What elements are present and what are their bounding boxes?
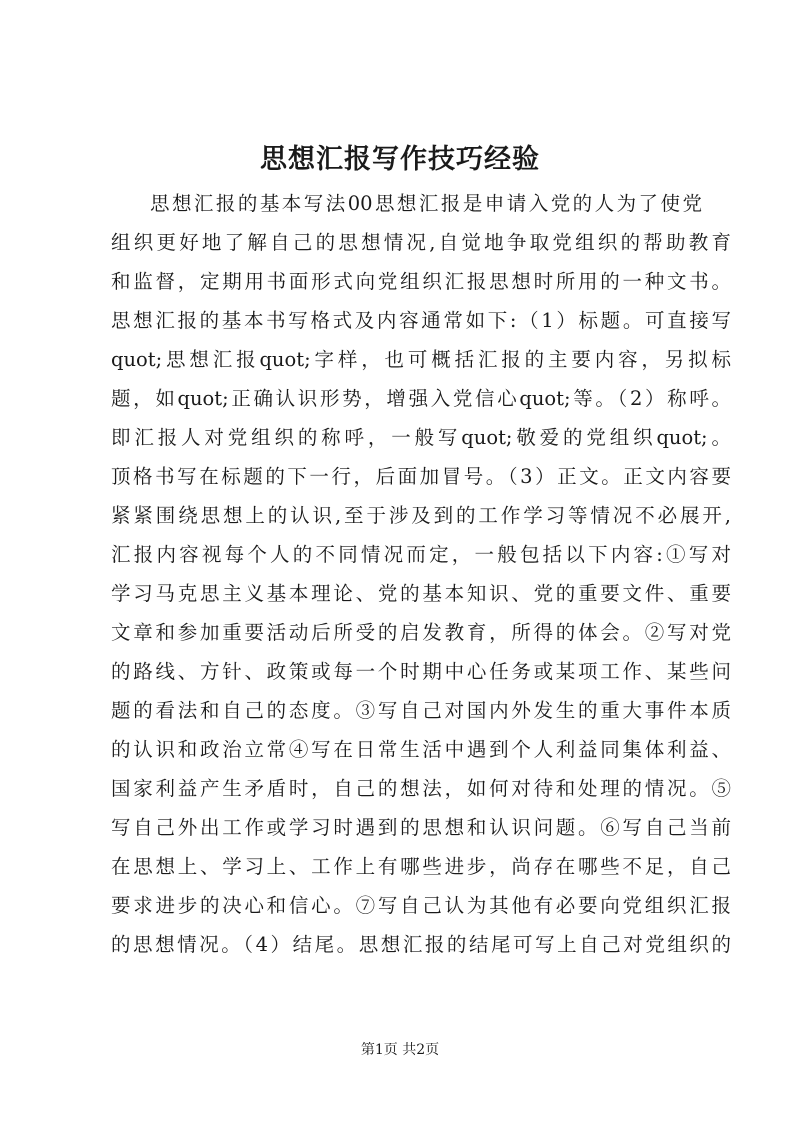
body-line: 学习马克思主义基本理论、党的基本知识、党的重要文件、重要	[111, 582, 731, 605]
body-line: 组织更好地了解自己的思想情况,自觉地争取党组织的帮助教育	[111, 231, 731, 254]
body-line: 的思想情况。（4）结尾。思想汇报的结尾可写上自己对党组织的	[111, 933, 731, 956]
page-footer: 第1页 共2页	[360, 1042, 440, 1058]
body-line: 紧紧围绕思想上的认识,至于涉及到的工作学习等情况不必展开,	[111, 504, 731, 527]
body-line: 汇报内容视每个人的不同情况而定，一般包括以下内容:①写对	[111, 543, 731, 566]
body-line: 题的看法和自己的态度。③写自己对国内外发生的重大事件本质	[111, 699, 731, 722]
body-line: 在思想上、学习上、工作上有哪些进步，尚存在哪些不足，自己	[111, 855, 731, 878]
document-title: 思想汇报写作技巧经验	[260, 144, 540, 175]
body-line: quot;思想汇报quot;字样，也可概括汇报的主要内容，另拟标	[111, 348, 731, 371]
body-line: 文章和参加重要活动后所受的启发教育，所得的体会。②写对党	[111, 621, 731, 644]
body-line: 的认识和政治立常④写在日常生活中遇到个人利益同集体利益、	[111, 738, 731, 761]
body-line: 即汇报人对党组织的称呼，一般写quot;敬爱的党组织quot;。	[111, 426, 731, 449]
body-line: 顶格书写在标题的下一行，后面加冒号。（3）正文。正文内容要	[111, 465, 731, 488]
body-line: 要求进步的决心和信心。⑦写自己认为其他有必要向党组织汇报	[111, 894, 731, 917]
body-line: 写自己外出工作或学习时遇到的思想和认识问题。⑥写自己当前	[111, 816, 731, 839]
body-line: 思想汇报的基本写法00思想汇报是申请入党的人为了使党	[150, 192, 702, 215]
body-line: 和监督，定期用书面形式向党组织汇报思想时所用的一种文书。	[111, 270, 731, 293]
body-line: 的路线、方针、政策或每一个时期中心任务或某项工作、某些问	[111, 660, 731, 683]
body-line: 题，如quot;正确认识形势，增强入党信心quot;等。（2）称呼。	[111, 387, 731, 410]
body-line: 国家利益产生矛盾时，自己的想法，如何对待和处理的情况。⑤	[111, 777, 731, 800]
body-line: 思想汇报的基本书写格式及内容通常如下:（1）标题。可直接写	[111, 309, 731, 332]
